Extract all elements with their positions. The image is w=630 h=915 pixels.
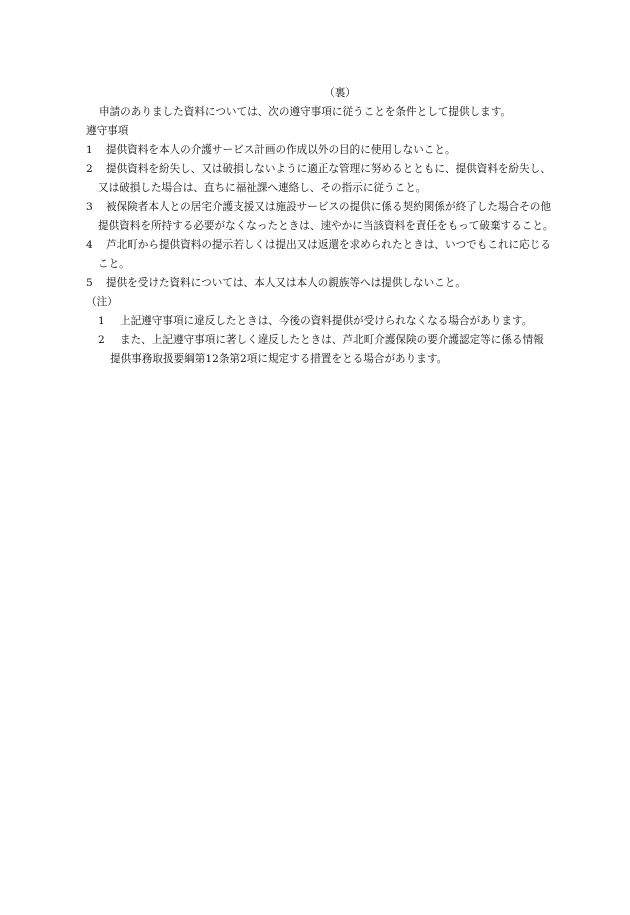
- rule-number: 3: [86, 201, 93, 213]
- rule-text: 芦北町から提供資料の提示若しくは提出又は返還を求められたときは、いつでもこれに応じること。: [98, 239, 551, 270]
- note-number: 2: [98, 334, 105, 346]
- document-page: [86, 84, 554, 369]
- rules-heading: 遵守事項: [86, 125, 129, 137]
- note-text: 上記遵守事項に違反したときは、今後の資料提供が受けられなくなる場合があります。: [120, 315, 533, 327]
- rule-text: 提供を受けた資料については、本人又は本人の親族等へは提供しないこと。: [106, 277, 466, 289]
- rule-text: 被保険者本人との居宅介護支援又は施設サービスの提供に係る契約関係が終了した場合その他提供資料を所持する必要がなくなったときは、速やかに当該資料を責任をもって破棄すること。: [98, 201, 554, 232]
- rule-item: [86, 160, 554, 198]
- rule-item: [86, 198, 554, 236]
- page-side-marker: （裏）: [324, 87, 356, 99]
- rule-number: 1: [86, 144, 93, 156]
- rule-number: 5: [86, 277, 93, 289]
- rule-item: [86, 274, 554, 293]
- rule-text: 提供資料を本人の介護サービス計画の作成以外の目的に使用しないこと。: [106, 144, 456, 156]
- rule-item: [86, 236, 554, 274]
- rule-text: 提供資料を紛失し、又は破損しないように適正な管理に努めるとともに、提供資料を紛失し、又は破損した場合は、直ちに福祉課へ連絡し、その指示に従うこと。: [98, 163, 551, 194]
- notes-heading: （注）: [86, 296, 118, 308]
- rule-number: 4: [86, 239, 93, 251]
- note-text: また、上記遵守事項に著しく違反したときは、芦北町介護保険の要介護認定等に係る情報提供事務取扱要綱第12条第2項に規定する措置をとる場合があります。: [110, 334, 544, 365]
- intro-paragraph: 申請のありました資料については、次の遵守事項に従うことを条件として提供します。: [99, 106, 512, 118]
- rule-number: 2: [86, 163, 93, 175]
- note-item: [86, 312, 554, 331]
- rule-item: [86, 141, 554, 160]
- note-item: [86, 331, 554, 369]
- note-number: 1: [98, 315, 105, 327]
